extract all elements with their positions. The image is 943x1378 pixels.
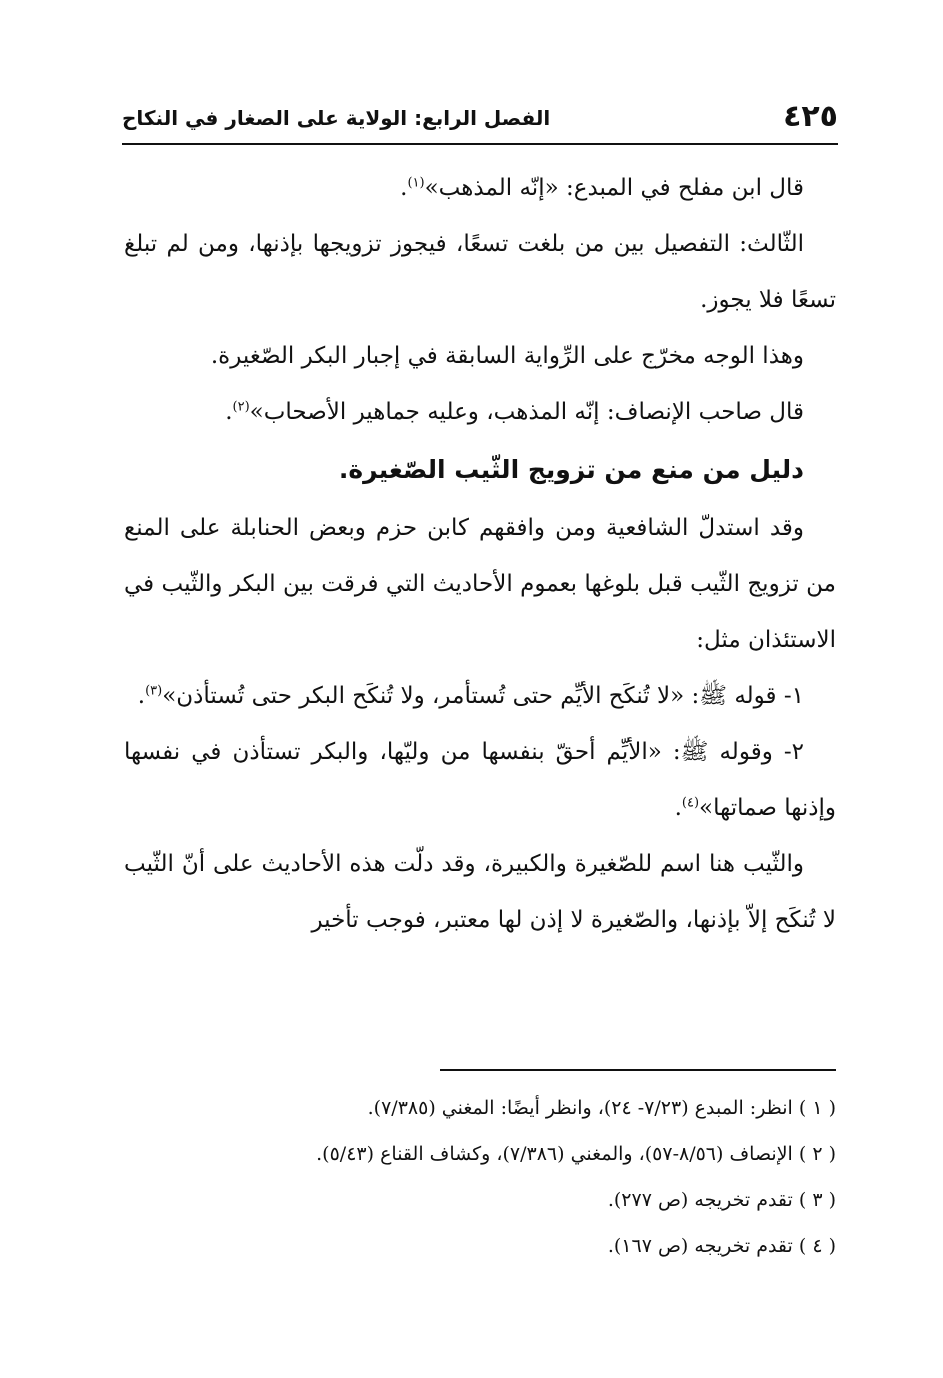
paragraph-4 (124, 384, 836, 440)
footnote-3: ( ٣ ) تقدم تخريجه (ص ٢٧٧). (607, 1189, 836, 1211)
footnote-4: ( ٤ ) تقدم تخريجه (ص ١٦٧). (607, 1235, 836, 1257)
footnote-1: ( ١ ) انظر: المبدع (٧/٢٣- ٢٤)، وانظر أيضًا: المغني (٧/٣٨٥). (367, 1097, 836, 1119)
paragraph-8: والثّيب هنا اسم للصّغيرة والكبيرة، وقد دلّت هذه الأحاديث على أنّ الثّيب لا تُنكَح إلاّ بإذنها، والصّغيرة لا إذن لها معتبر، فوجب تأخير (124, 851, 836, 933)
page-header (122, 96, 838, 144)
paragraph-6 (124, 668, 836, 724)
period: . (137, 683, 146, 709)
footnote-ref-3: (٣) (145, 683, 163, 699)
period: . (674, 795, 682, 821)
footnote-ref-4: (٤) (681, 795, 700, 811)
footnote-ref-2: (٢) (232, 399, 250, 415)
footnotes (124, 1085, 836, 1269)
paragraph-text: ٢- وقوله ﷺ: «الأيِّم أحقّ بنفسها من وليّها، والبكر تستأذن في نفسها وإذنها صماتها» (124, 739, 836, 821)
paragraph-text: قال صاحب الإنصاف: إنّه المذهب، وعليه جماهير الأصحاب» (249, 399, 804, 425)
period: . (225, 399, 233, 425)
section-heading: دليل من منع من تزويج الثّيب الصّغيرة. (338, 455, 804, 484)
paragraph-7 (124, 724, 836, 836)
period: . (400, 175, 408, 201)
body-text (124, 160, 836, 948)
paragraph-3: وهذا الوجه مخرّج على الرِّواية السابقة في إجبار البكر الصّغيرة. (210, 343, 804, 369)
header-rule (122, 143, 838, 145)
footnote-ref-1: (١) (407, 175, 425, 191)
paragraph-1 (124, 160, 836, 216)
page-number: ٤٢٥ (783, 99, 838, 134)
footnote-rule (440, 1069, 836, 1071)
running-title: الفصل الرابع: الولاية على الصغار في النكاح (122, 106, 551, 130)
footnote-2: ( ٢ ) الإنصاف (٨/٥٦-٥٧)، والمغني (٧/٣٨٦)، وكشاف القناع (٥/٤٣). (316, 1143, 836, 1165)
paragraph-2: الثّالث: التفصيل بين من بلغت تسعًا، فيجوز تزويجها بإذنها، ومن لم تبلغ تسعًا فلا يجوز. (124, 231, 836, 313)
paragraph-text: قال ابن مفلح في المبدع: «إنّه المذهب» (424, 175, 804, 201)
paragraph-5: وقد استدلّ الشافعية ومن وافقهم كابن حزم وبعض الحنابلة على المنع من تزويج الثّيب قبل بلوغها بعموم الأحاديث التي فرقت بين البكر والثّيب في الاستئذان مثل: (124, 515, 836, 653)
paragraph-text: ١- قوله ﷺ: «لا تُنكَح الأيِّم حتى تُستأمر، ولا تُنكَح البكر حتى تُستأذن» (162, 683, 804, 709)
